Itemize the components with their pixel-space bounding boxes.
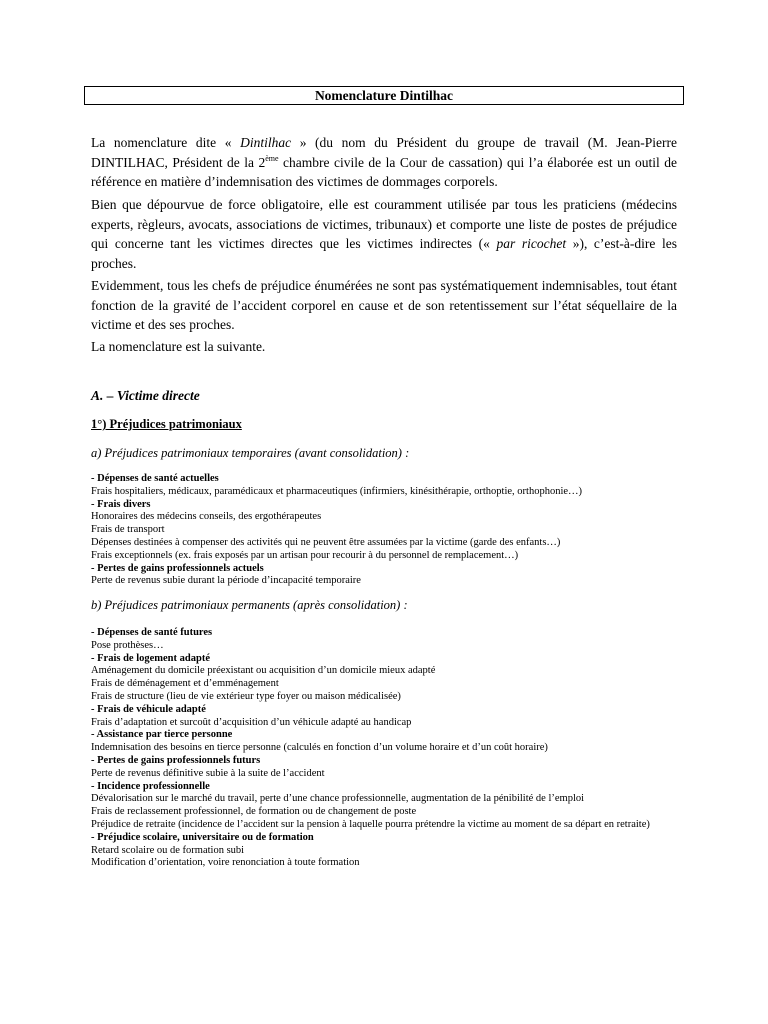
- list-item: Aménagement du domicile préexistant ou acquisition d’un domicile mieux adapté: [91, 665, 436, 677]
- list-heading: - Frais divers: [91, 498, 151, 510]
- p1-italic: Dintilhac: [240, 135, 292, 150]
- intro-paragraph-4: La nomenclature est la suivante.: [91, 339, 266, 354]
- list-heading: - Incidence professionnelle: [91, 780, 210, 792]
- list-heading: - Pertes de gains professionnels futurs: [91, 754, 261, 766]
- list-heading: - Assistance par tierce personne: [91, 729, 233, 741]
- list-item: Perte de revenus subie durant la période d’incapacité temporaire: [91, 575, 361, 587]
- list-heading: - Frais de véhicule adapté: [91, 703, 206, 715]
- section-a-heading: A. – Victime directe: [91, 388, 200, 403]
- list-heading: - Préjudice scolaire, universitaire ou de formation: [91, 831, 314, 843]
- list-item: Frais de reclassement professionnel, de formation ou de changement de poste: [91, 806, 417, 818]
- list-heading: - Dépenses de santé actuelles: [91, 473, 219, 484]
- list-item: Frais de déménagement et d’emménagement: [91, 678, 279, 690]
- list-item: Dévalorisation sur le marché du travail, perte d’une chance professionnelle, augmentation de la pénibilité de l’emploi: [91, 793, 585, 805]
- intro-paragraph-1: [91, 133, 677, 192]
- list-item: Honoraires des médecins conseils, des ergothérapeutes: [91, 511, 322, 523]
- list-item: Frais hospitaliers, médicaux, paramédicaux et pharmaceutiques (infirmiers, kinésithérapie, orthoptie, orthophonie…): [91, 485, 583, 497]
- list-item: Pose prothèses…: [91, 639, 164, 651]
- list-item: Indemnisation des besoins en tierce personne (calculés en fonction d’un volume horaire et d’un coût horaire): [91, 742, 548, 754]
- p1-text-b: » (du nom du Président du groupe de travail (M. Jean-Pierre DINTILHAC, Président de la 2: [91, 135, 678, 170]
- list-heading: - Pertes de gains professionnels actuels: [91, 562, 264, 574]
- list-item: Retard scolaire ou de formation subi: [91, 844, 245, 856]
- list-heading: - Frais de logement adapté: [91, 652, 210, 664]
- list-item: Frais de structure (lieu de vie extérieur type foyer ou maison médicalisée): [91, 690, 401, 702]
- p1-text-a: La nomenclature dite «: [91, 135, 241, 150]
- subheading-a: a) Préjudices patrimoniaux temporaires (avant consolidation) :: [91, 446, 410, 460]
- intro-paragraph-3: Evidemment, tous les chefs de préjudice énumérées ne sont pas systématiquement indemnisables, tout étant fonction de la gravité de l’accident corporel en cause et de son retentissement sur l’état séquellaire de la victime et des ses proches.: [91, 278, 677, 332]
- p2-italic: par ricochet: [496, 236, 567, 251]
- p1-text-c: chambre civile de la Cour de cassation) qui l’a élaborée est un outil de référence en matière d’indemnisation des victimes de dommages corporels.: [91, 154, 678, 189]
- list-item: Modification d’orientation, voire renonciation à toute formation: [91, 857, 360, 869]
- list-item: Perte de revenus définitive subie à la suite de l’accident: [91, 767, 325, 779]
- list-item: Préjudice de retraite (incidence de l’accident sur la pension à laquelle pourra prétendre la victime au moment de sa départ en retraite): [91, 818, 650, 830]
- intro-paragraph-2: [91, 195, 677, 273]
- p2-text-a: Bien que dépourvue de force obligatoire, elle est couramment utilisée par tous les praticiens (médecins experts, règleurs, avocats, associations de victimes, tribunaux) et comporte une liste de postes de préjudice qui concerne tant les victimes directes que les victimes indirectes («: [91, 197, 677, 251]
- p1-superscript: ème: [265, 153, 279, 163]
- subheading-b: b) Préjudices patrimoniaux permanents (après consolidation) :: [91, 598, 408, 612]
- list-permanent-damages: [91, 627, 681, 870]
- list-heading: - Dépenses de santé futures: [91, 627, 213, 638]
- list-item: Frais exceptionnels (ex. frais exposés par un artisan pour recourir à du personnel de remplacement…): [91, 549, 519, 561]
- section-1-heading: 1°) Préjudices patrimoniaux: [91, 417, 242, 431]
- list-item: Frais de transport: [91, 524, 165, 536]
- list-item: Dépenses destinées à compenser des activités qui ne peuvent être assumées par la victime (garde des enfants…): [91, 536, 561, 548]
- document-title: Nomenclature Dintilhac: [84, 86, 684, 105]
- p2-text-b: »), c’est-à-dire les proches.: [91, 236, 677, 271]
- list-item: Frais d’adaptation et surcoût d’acquisition d’un véhicule adapté au handicap: [91, 716, 412, 728]
- list-temporary-damages: [91, 473, 681, 588]
